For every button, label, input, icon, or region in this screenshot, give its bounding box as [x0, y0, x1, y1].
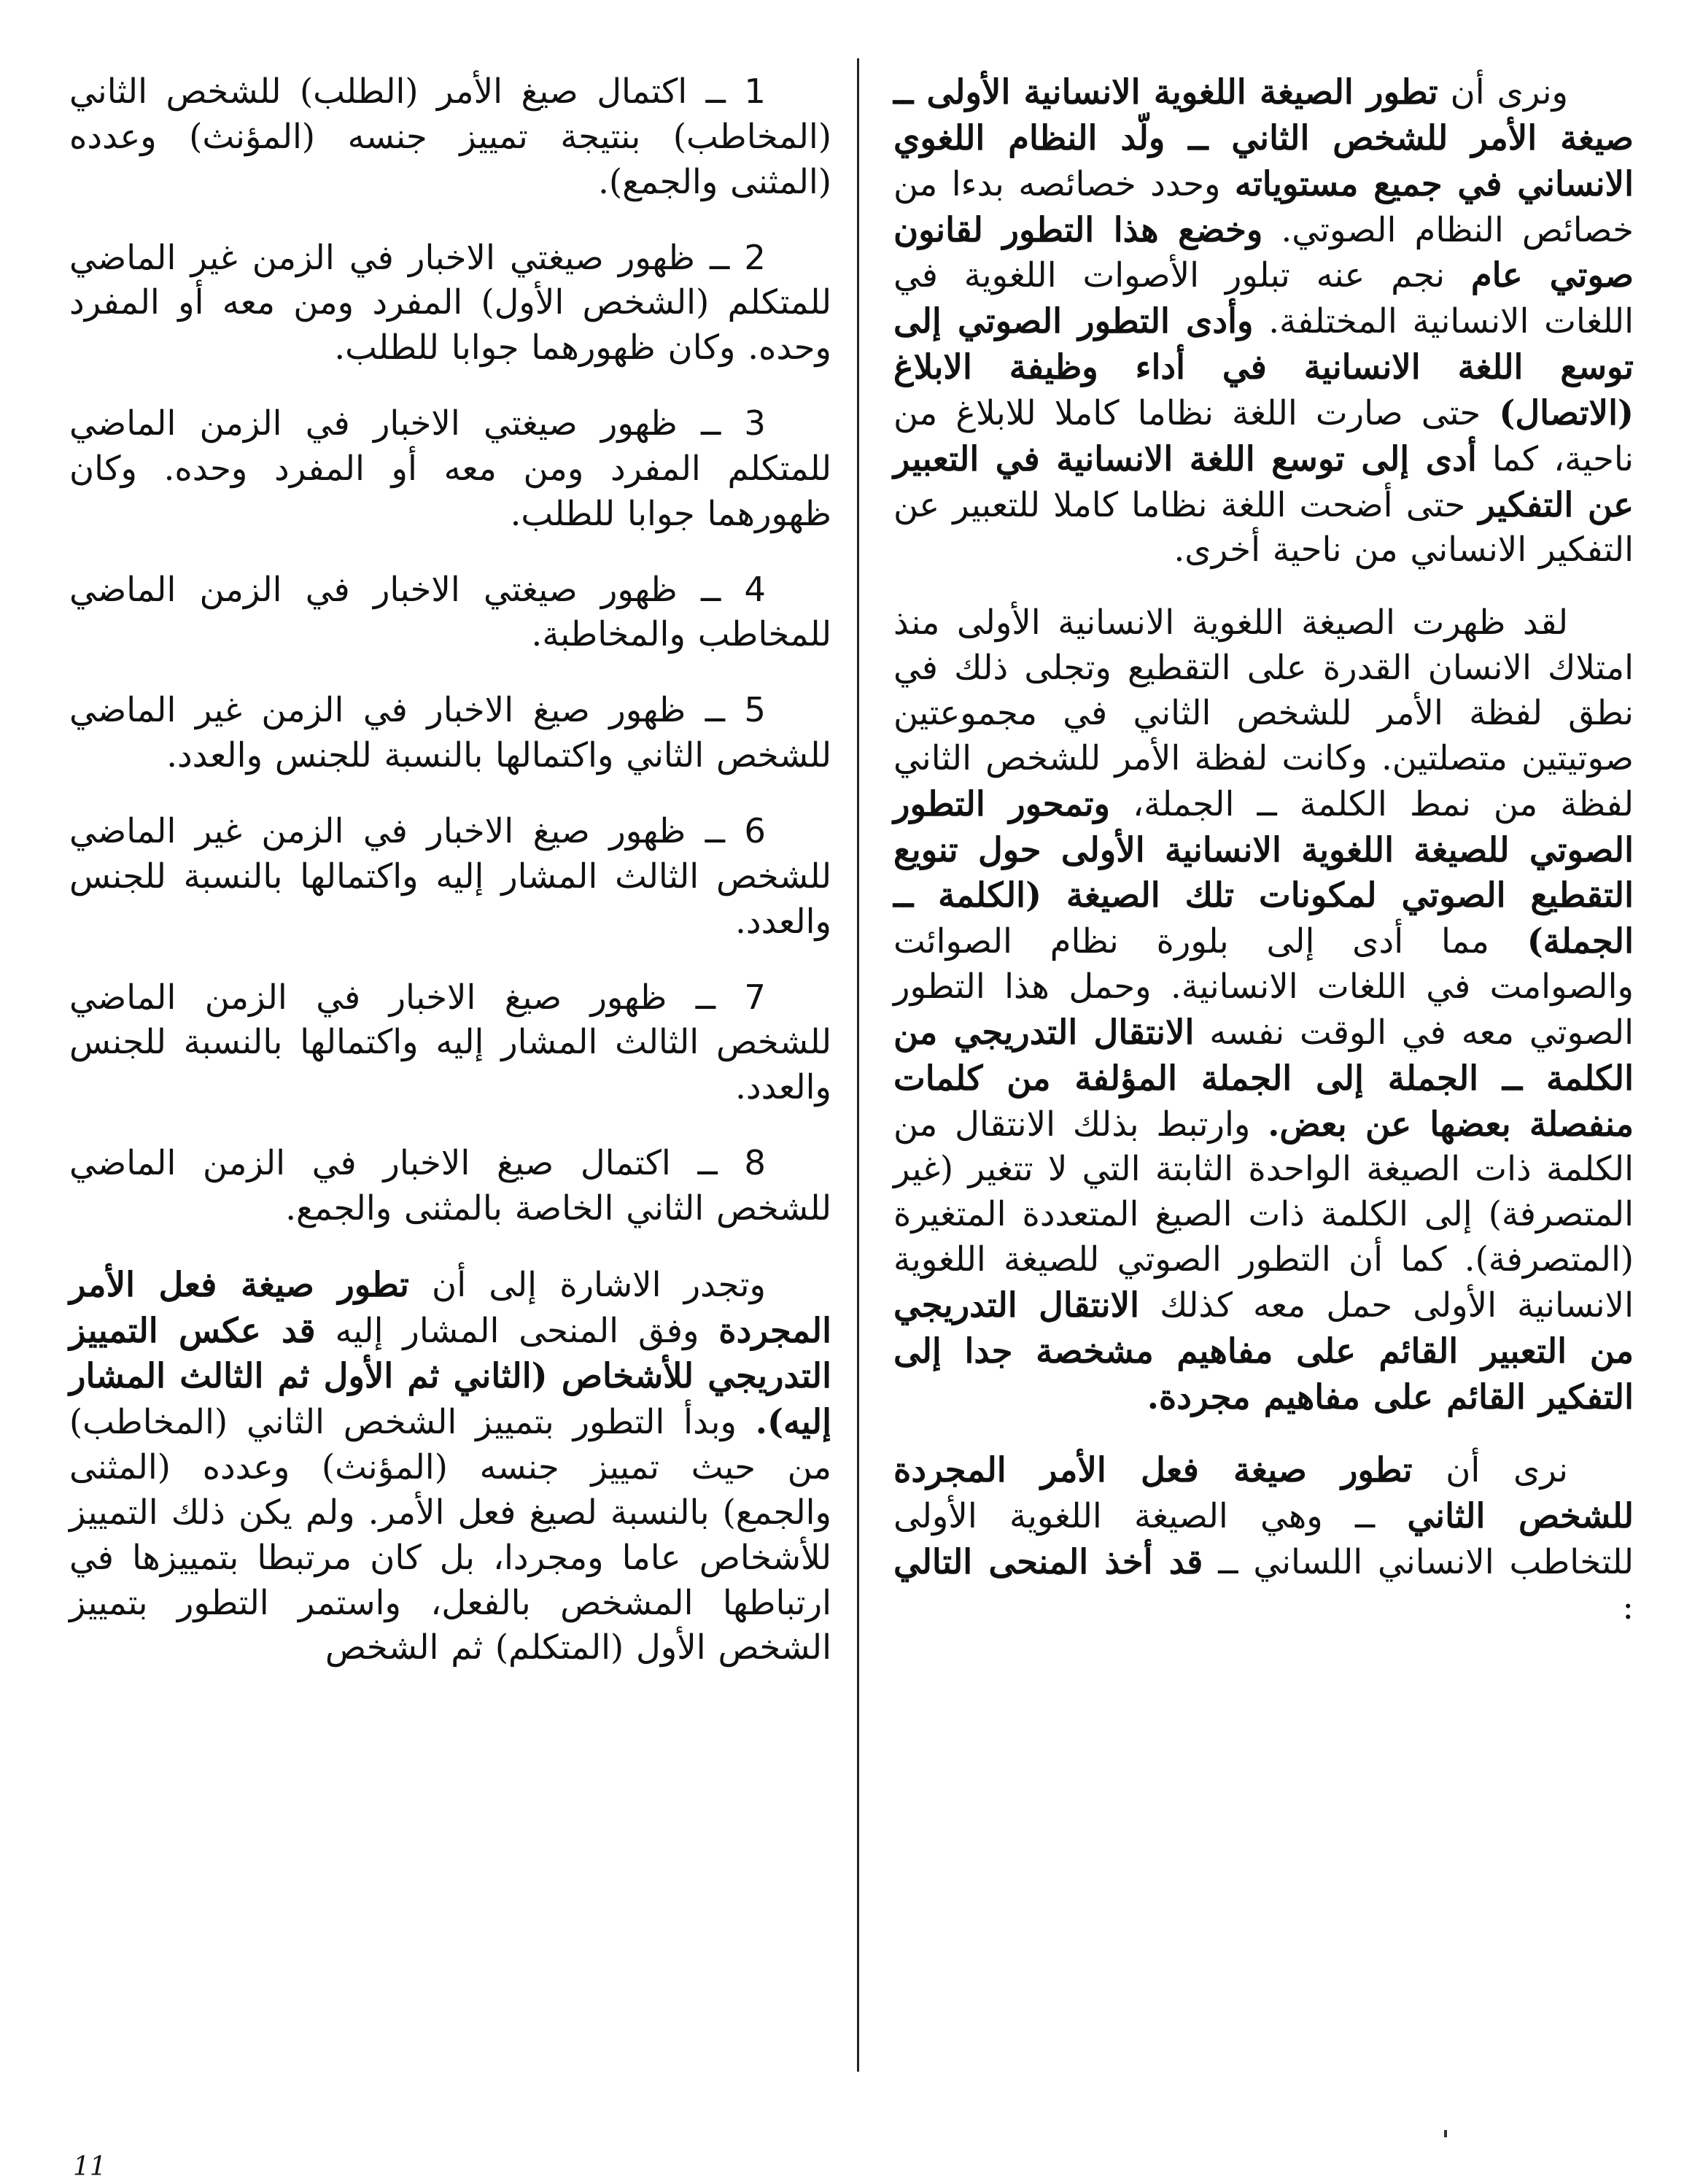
left-column	[69, 69, 831, 1701]
item-text: ــ اكتمال صيغ الاخبار في الزمن الماضي للشخص الثاني الخاصة بالمثنى والجمع.	[69, 1143, 831, 1228]
bold-run: وخضع هذا التطور لقانون صوتي عام	[893, 209, 1634, 295]
text-run: ونرى أن	[1438, 72, 1568, 112]
item-number: 6	[744, 810, 766, 851]
text-run: وارتبط بذلك الانتقال من الكلمة ذات الصيغة الواحدة الثابتة التي لا تتغير (غير المتصرفة) إلى الكلمة ذات الصيغ المتعددة المتغيرة (المتصرفة). كما أن التطور الصوتي للصيغة اللغوية الانسانية الأولى حمل معه كذلك	[893, 1104, 1634, 1325]
bold-run: وأدى التطور الصوتي إلى توسع اللغة الانسانية في أداء وظيفة الابلاغ (الاتصال)	[893, 301, 1634, 433]
list-item	[69, 401, 831, 537]
page-number: 11	[73, 2152, 106, 2182]
text-run: :	[1622, 1587, 1634, 1627]
text-run: حتى أضحت اللغة نظاما كاملا للتعبير عن التفكير الانساني من ناحية أخرى.	[893, 484, 1634, 570]
bold-run: قد عكس التمييز التدريجي للأشخاص (الثاني ثم الأول ثم الثالث المشار إليه).	[69, 1309, 831, 1442]
text-run: وتجدر الاشارة إلى أن	[408, 1264, 766, 1304]
list-item	[69, 1141, 831, 1231]
bold-run: قد أخذ المنحى التالي	[893, 1541, 1203, 1582]
item-text: ــ اكتمال صيغ الأمر (الطلب) للشخص الثاني (المخاطب) بنتيجة تمييز جنسه (المؤنث) وعدده (المثنى والجمع).	[69, 71, 831, 201]
bold-run: تطور الصيغة اللغوية الانسانية الأولى ــ صيغة الأمر للشخص الثاني ــ ولّد النظام اللغوي الانساني في جميع مستوياته	[893, 71, 1634, 204]
list-item	[69, 236, 831, 371]
text-run: مما أدى إلى بلورة نظام الصوائت والصوامت في اللغات الانسانية. وحمل هذا التطور الصوتي معه في الوقت نفسه	[893, 921, 1634, 1052]
item-number: 1	[744, 71, 766, 111]
text-run: وفق المنحى المشار إليه	[315, 1310, 719, 1350]
item-number: 7	[744, 977, 766, 1017]
bold-run: أدى إلى توسع اللغة الانسانية في التعبير عن التفكير	[893, 438, 1634, 524]
paragraph-imperative-course	[893, 1447, 1634, 1630]
list-item	[69, 688, 831, 778]
column-divider	[857, 58, 859, 2072]
item-number: 2	[744, 237, 766, 277]
scan-speck	[1444, 2130, 1447, 2137]
bold-run: الانتقال التدريجي من التعبير القائم على مفاهيم مشخصة جدا إلى التفكير القائم على مفاهيم مجردة.	[893, 1284, 1634, 1417]
text-run: وبدأ التطور بتمييز الشخص الثاني (المخاطب) من حيث تمييز جنسه (المؤنث) وعدده (المثنى والجمع) بالنسبة لصيغ فعل الأمر. ولم يكن ذلك التمييز للأشخاص عاما ومجردا، بل كان مرتبطا بتمييزها في ارتباطها المشخص بالفعل، واستمر التطور بتمييز الشخص الأول (المتكلم) ثم الشخص	[69, 1402, 831, 1668]
item-text: ــ ظهور صيغتي الاخبار في الزمن الماضي للمتكلم المفرد ومن معه أو المفرد وحده. وكان ظهورهما جوابا للطلب.	[69, 403, 831, 533]
paragraph-phonetic-evolution	[893, 69, 1634, 573]
item-text: ــ ظهور صيغ الاخبار في الزمن الماضي للشخص الثالث المشار إليه واكتمالها بالنسبة للجنس والعدد.	[69, 977, 831, 1107]
bold-run: تطور صيغة فعل الأمر المجردة	[69, 1263, 831, 1350]
right-column	[893, 69, 1634, 1658]
list-item	[69, 975, 831, 1111]
item-text: ــ ظهور صيغ الاخبار في الزمن غير الماضي للشخص الثاني واكتمالها بالنسبة للجنس والعدد.	[69, 690, 831, 775]
bold-run: الانتقال التدريجي من الكلمة ــ الجملة إلى الجملة المؤلفة من كلمات منفصلة بعضها عن بعض.	[893, 1011, 1634, 1144]
text-run: ــ وهي الصيغة اللغوية الأولى للتخاطب الانساني اللساني ــ	[893, 1496, 1634, 1582]
text-run: حتى صارت اللغة نظاما كاملا للابلاغ من ناحية، كما	[893, 392, 1634, 479]
text-run: نجم عنه تبلور الأصوات اللغوية في اللغات الانسانية المختلفة.	[893, 255, 1634, 341]
text-run: وحدد خصائصه بدءا من خصائص النظام الصوتي.	[893, 163, 1634, 249]
list-item	[69, 809, 831, 945]
paragraph-first-form	[893, 600, 1634, 1420]
bold-run: وتمحور التطور الصوتي للصيغة اللغوية الانسانية الأولى حول تنويع التقطيع الصوتي لمكونات تلك الصيغة (الكلمة ــ الجملة)	[893, 783, 1634, 961]
item-number: 5	[744, 690, 766, 730]
item-text: ــ ظهور صيغ الاخبار في الزمن غير الماضي للشخص الثالث المشار إليه واكتمالها بالنسبة للجنس والعدد.	[69, 810, 831, 941]
paragraph-person-distinction	[69, 1262, 831, 1671]
item-number: 3	[744, 403, 766, 444]
text-run: لقد ظهرت الصيغة اللغوية الانسانية الأولى منذ امتلاك الانسان القدرة على التقطيع وتجلى ذلك في نطق لفظة الأمر للشخص الثاني في مجموعتين صوتيتين متصلتين. وكانت لفظة الأمر للشخص الثاني لفظة من نمط الكلمة ــ الجملة،	[893, 603, 1634, 824]
list-item	[69, 568, 831, 658]
item-number: 8	[744, 1143, 766, 1183]
text-run: نرى أن	[1412, 1450, 1568, 1490]
list-item	[69, 69, 831, 205]
item-text: ــ ظهور صيغتي الاخبار في الزمن غير الماضي للمتكلم (الشخص الأول) المفرد ومن معه أو المفرد وحده. وكان ظهورهما جوابا للطلب.	[69, 237, 831, 368]
item-number: 4	[744, 569, 766, 609]
item-text: ــ ظهور صيغتي الاخبار في الزمن الماضي للمخاطب والمخاطبة.	[69, 569, 831, 654]
bold-run: تطور صيغة فعل الأمر المجردة للشخص الثاني	[893, 1449, 1634, 1536]
